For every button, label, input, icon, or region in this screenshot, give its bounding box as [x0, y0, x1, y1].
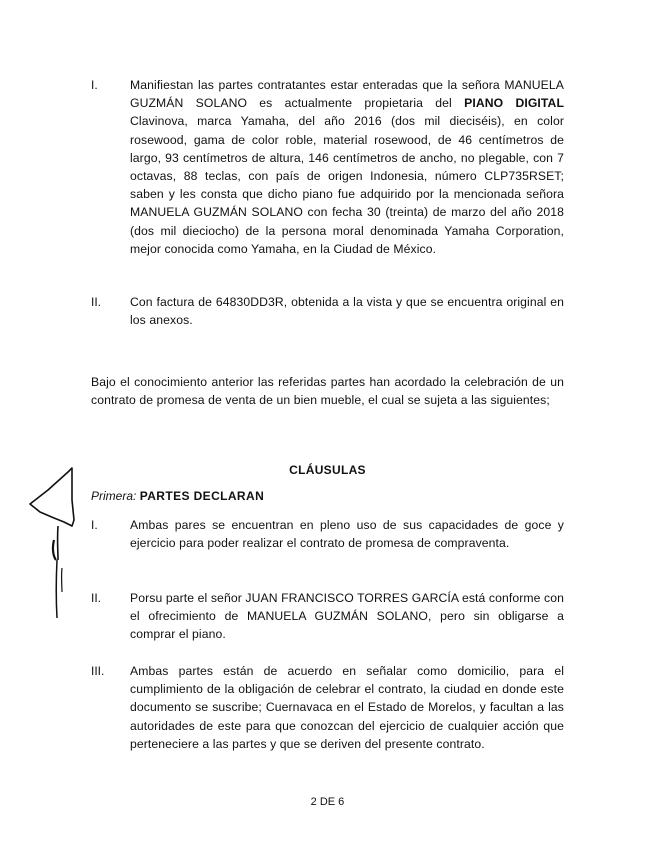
item-number: III.	[91, 664, 105, 678]
item-text-part: Clavinova, marca Yamaha, del año 2016 (dos mil dieciséis), en color rosewood, gama de color roble, material rosewood, de 46 centímetros de largo, 93 centímetros de altura, 146 centímetros de ancho, no plegable, con 7 octavas, 88 teclas, con país de origen Indonesia, número CLP735RSET; saben y les consta que dicho piano fue adquirido por la mencionada señora MANUELA GUZMÁN SOLANO con fecha 30 (treinta) de marzo del año 2018 (dos mil dieciocho) de la persona moral denominada Yamaha Corporation, mejor conocida como Yamaha, en la Ciudad de México.	[130, 114, 564, 256]
handwritten-signature	[20, 460, 90, 640]
clause-label: Primera:	[91, 489, 137, 503]
item-text	[130, 76, 564, 258]
item-text: Con factura de 64830DD3R, obtenida a la vista y que se encuentra original en los anexos.	[130, 295, 564, 328]
clause-primera-heading	[91, 489, 264, 503]
item-number: II.	[91, 295, 102, 309]
item-number: I.	[91, 78, 98, 92]
intro-paragraph: Bajo el conocimiento anterior las referidas partes han acordado la celebración de un contrato de promesa de venta de un bien mueble, el cual se sujeta a las siguientes;	[91, 375, 564, 408]
clause-title: PARTES DECLARAN	[139, 489, 265, 503]
item-text: Ambas partes están de acuerdo en señalar como domicilio, para el cumplimiento de la obligación de celebrar el contrato, la ciudad en donde este documento se suscribe; Cuernavaca en el Estado de Morelos, y facultan a las autoridades de este para que conozcan del ejercicio de cualquier acción que perteneciere a las partes y que se deriven del presente contrato.	[130, 664, 564, 751]
item-number: I.	[91, 518, 98, 532]
item-number: II.	[91, 591, 102, 605]
page-number: 2 DE 6	[310, 796, 345, 808]
item-text: Ambas pares se encuentran en pleno uso de sus capacidades de goce y ejercicio para poder realizar el contrato de promesa de compraventa.	[130, 518, 564, 551]
item-text: Porsu parte el señor JUAN FRANCISCO TORRES GARCÍA está conforme con el ofrecimiento de MANUELA GUZMÁN SOLANO, pero sin obligarse a comprar el piano.	[130, 591, 564, 642]
item-text-bold: PIANO DIGITAL	[464, 96, 564, 111]
clausulas-heading: CLÁUSULAS	[289, 463, 366, 477]
item-text-part: Manifiestan las partes contratantes estar enteradas que la señora MANUELA GUZMÁN SOLANO es actualmente propietaria del	[130, 78, 564, 111]
